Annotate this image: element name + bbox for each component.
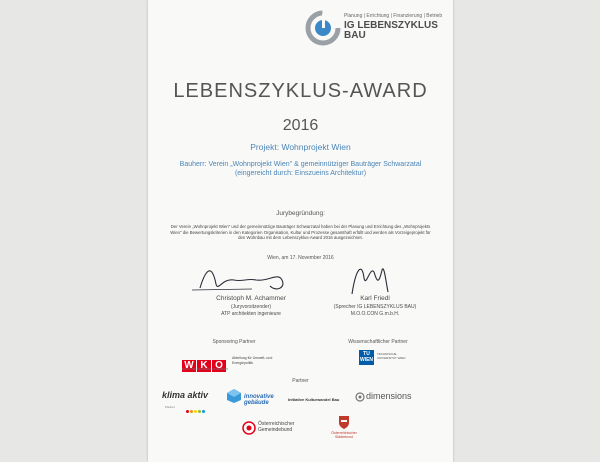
ig-lebenszyklus-logo-icon — [305, 10, 341, 46]
wko-subtitle: WIRTSCHAFTSKAMMER ÖSTERREICH — [182, 368, 229, 371]
initiative-kulturwandel-bau-logo: Initiative Kulturwandel Bau — [288, 397, 340, 402]
jury-heading: Jurybegründung: — [276, 210, 325, 217]
signatory-role-2: (Sprecher IG LEBENSZYKLUS BAU) M.O.O.CON G.m.b.H. — [333, 304, 417, 317]
gemeindebund-icon — [242, 421, 256, 435]
award-year: 2016 — [282, 117, 319, 134]
gemeindebund-logo: Österreichischer Gemeindebund — [258, 421, 295, 433]
klimaaktiv-logo: klima aktiv — [162, 390, 209, 400]
signatory-role-1: (Juryvorsitzender) ATP architekten ingenieure — [221, 304, 281, 317]
wko-logo: W K O — [182, 355, 227, 373]
partner-label: Partner — [292, 378, 309, 384]
signature-friedl-icon — [336, 258, 406, 300]
wko-department: Abteilung für Umwelt- und Energiepolitik — [232, 356, 273, 365]
staedtebund-logo: Österreichischer Städtebund — [331, 431, 357, 439]
jury-text: Der Verein „Wohnprojekt Wien" und der gemeinnützige Bauträger Schwarzatal haben bei der Planung und Errichtung des „Wohnprojekts Wien" die Bewertungskriterien in den Kategorien Organisation, Kultur und Prozesse gesamthaft erfüllt und werden als Vorzeigeprojekt für den Wohnbau mit dem Lebenszyklus-Award 2016 ausgezeichnet. — [170, 224, 431, 241]
ig-org-name: IG LEBENSZYKLUS BAU — [344, 20, 438, 41]
signature-achammer-icon — [182, 258, 302, 298]
sponsoring-partner-label: Sponsoring Partner — [212, 339, 256, 345]
signatory-name-2: Karl Friedl — [360, 295, 390, 302]
dimensions-logo: dimensions — [366, 391, 412, 401]
bauherr: Bauherr: Verein „Wohnprojekt Wien" & gemeinnütziger Bauträger Schwarzatal (eingereicht durch: Einszueins Architektur) — [179, 161, 422, 177]
award-date: Wien, am 17. November 2016 — [267, 255, 334, 261]
klimaaktiv-dots-icon — [186, 400, 206, 418]
award-title: LEBENSZYKLUS-AWARD — [173, 80, 428, 102]
innovative-gebaeude-logo: innovative gebäude — [244, 394, 274, 406]
tu-wien-logo: TU WIEN — [359, 351, 374, 363]
ig-tagline: Planung | Errichtung | Finanzierung | Betrieb — [344, 13, 443, 19]
signatory-name-1: Christoph M. Achammer — [216, 295, 286, 302]
staedtebund-crest-icon — [337, 414, 351, 430]
tu-wien-text: TECHNISCHE UNIVERSITÄT WIEN — [377, 352, 406, 360]
dimensions-icon — [355, 392, 365, 402]
project-name: Projekt: Wohnprojekt Wien — [250, 142, 351, 152]
klimaaktiv-subtitle: Partner — [165, 405, 175, 409]
certificate-sheet — [148, 0, 453, 462]
innovative-gebaeude-icon — [226, 388, 242, 404]
scientific-partner-label: Wissenschaftlicher Partner — [348, 339, 408, 345]
